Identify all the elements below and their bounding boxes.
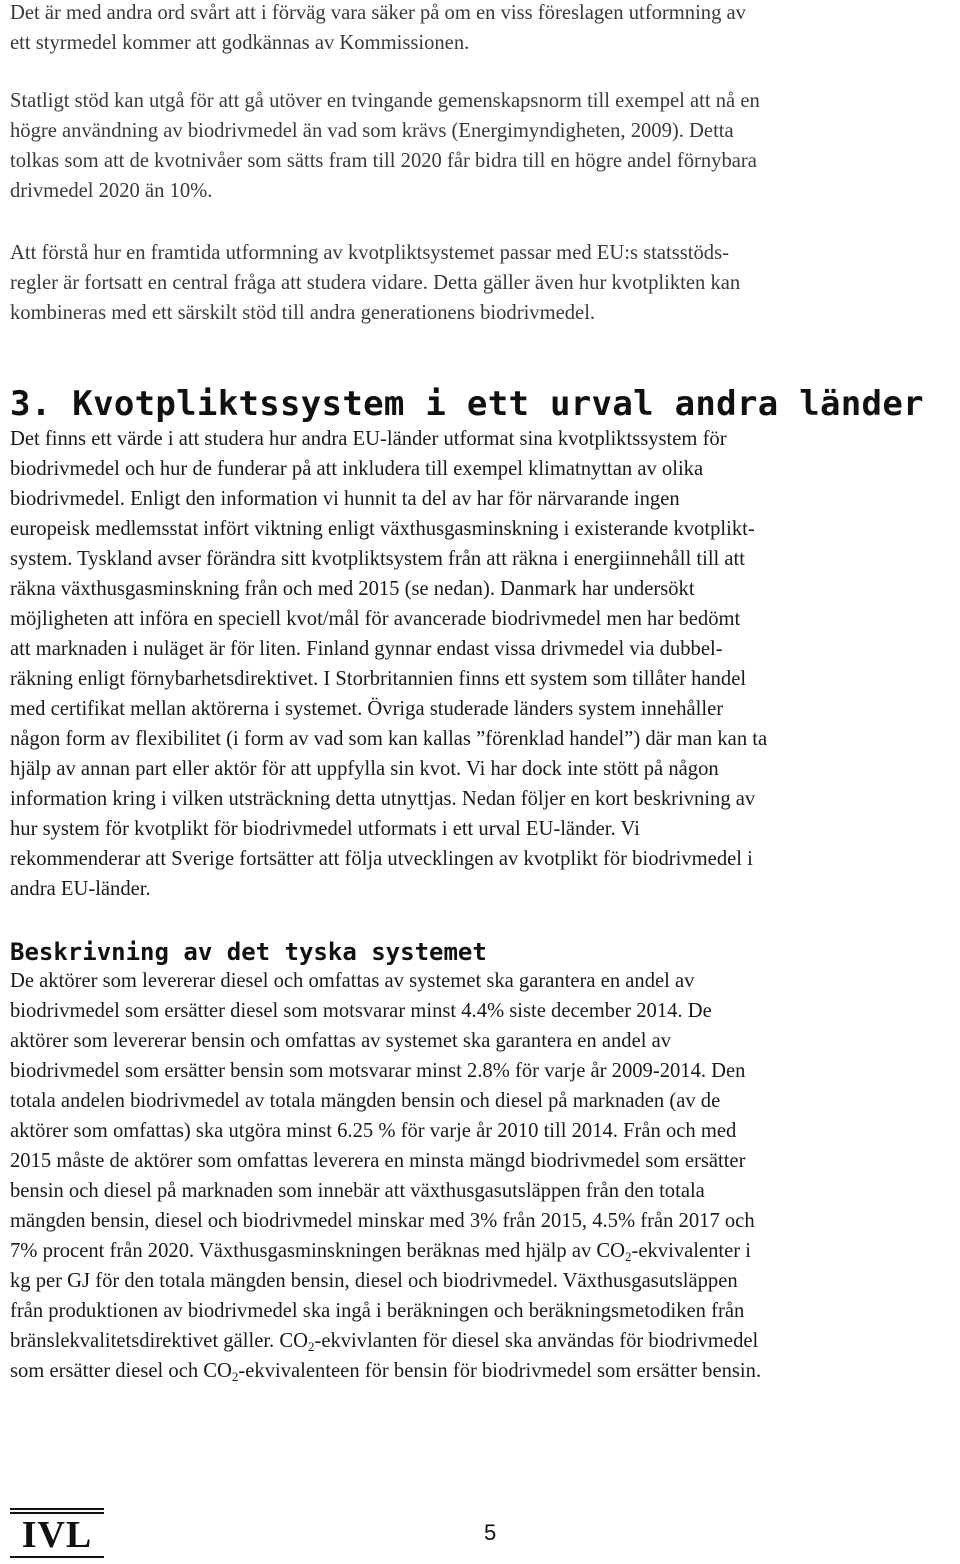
text-line: biodrivmedel som ersätter bensin som motsvarar minst 2.8% för varje år 2009-2014. Den [10,1060,746,1082]
text-line: någon form av flexibilitet (i form av vad som kan kallas ”förenklad handel”) där man kan ta [10,728,768,750]
text-run: bränslekvalitetsdirektivet gäller. CO [10,1330,308,1352]
text-line [10,1356,761,1386]
text-line: information kring i vilken utsträckning detta utnyttjas. Nedan följer en kort beskrivning av [10,788,756,810]
text-line: aktörer som omfattas) ska utgöra minst 6.25 % för varje år 2010 till 2014. Från och med [10,1120,737,1142]
text-line: Statligt stöd kan utgå för att gå utöver en tvingande gemenskapsnorm till exempel att nå en [10,90,760,112]
text-line: kombineras med ett särskilt stöd till andra generationens biodrivmedel. [10,302,596,324]
text-line: biodrivmedel och hur de funderar på att inkludera till exempel klimatnyttan av olika [10,458,704,480]
text-line: ett styrmedel kommer att godkännas av Kommissionen. [10,32,470,54]
text-run: som ersätter diesel och CO [10,1360,232,1382]
text-line: aktörer som levererar bensin och omfattas av systemet ska garantera en andel av [10,1030,672,1052]
text-line: från produktionen av biodrivmedel ska ingå i beräkningen och beräkningsmetodiken från [10,1300,745,1322]
text-line: europeisk medlemsstat infört viktning enligt växthusgasminskning i existerande kvotplikt- [10,518,755,540]
text-line: bensin och diesel på marknaden som innebär att växthusgasutsläppen från den totala [10,1180,705,1202]
text-line: 2015 måste de aktörer som omfattas leverera en minsta mängd biodrivmedel som ersätter [10,1150,746,1172]
subscript: 2 [307,1339,315,1354]
paragraph-future-design [10,238,740,328]
text-line: biodrivmedel som ersätter diesel som motsvarar minst 4.4% siste december 2014. De [10,1000,712,1022]
subheading-german-system: Beskrivning av det tyska systemet [10,938,487,966]
paragraph-state-aid [10,86,760,206]
paragraph-other-countries [10,424,767,904]
logo-rule-bottom [10,1556,104,1558]
paragraph-approval-uncertainty [10,0,746,58]
page-footer [0,1508,960,1564]
text-line: med certifikat mellan aktörerna i systemet. Övriga studerade länders system innehåller [10,698,724,720]
text-line: tolkas som att de kvotnivåer som sätts fram till 2020 får bidra till en högre andel förnybara [10,150,757,172]
text-line: hur system för kvotplikt för biodrivmedel utformats i ett urval EU-länder. Vi [10,818,640,840]
logo-rule-top [10,1508,104,1510]
text-line: hjälp av annan part eller aktör för att uppfylla sin kvot. Vi har dock inte stött på någon [10,758,719,780]
text-line: högre användning av biodrivmedel än vad som krävs (Energimyndigheten, 2009). Detta [10,120,734,142]
section-heading-3: 3. Kvotpliktssystem i ett urval andra länder [10,384,924,424]
logo-text: IVL [21,1514,93,1556]
ivl-logo [10,1508,106,1558]
subscript: 2 [231,1369,239,1384]
text-line: Att förstå hur en framtida utformning av kvotpliktsystemet passar med EU:s statsstöds- [10,242,729,264]
text-line: andra EU-länder. [10,878,151,900]
text-line: räkning enligt förnybarhetsdirektivet. I Storbritannien finns ett system som tillåter handel [10,668,747,690]
paragraph-german-system [10,966,761,1386]
text-line: drivmedel 2020 än 10%. [10,180,213,202]
text-run: 7% procent från 2020. Växthusgasminskningen beräknas med hjälp av CO [10,1240,626,1262]
text-line [10,1236,761,1266]
text-line: Det finns ett värde i att studera hur andra EU-länder utformat sina kvotpliktssystem för [10,428,727,450]
text-line: att marknaden i nuläget är för liten. Finland gynnar endast vissa drivmedel via dubbel- [10,638,723,660]
subscript: 2 [625,1249,632,1264]
text-line: mängden bensin, diesel och biodrivmedel minskar med 3% från 2015, 4.5% från 2017 och [10,1210,755,1232]
text-line [10,1326,761,1356]
text-line: rekommenderar att Sverige fortsätter att följa utvecklingen av kvotplikt för biodrivmedel i [10,848,753,870]
text-run: -ekvivalenteen för bensin för biodrivmedel som ersätter bensin. [238,1360,762,1382]
text-run: -ekvivlanten för diesel ska användas för biodrivmedel [314,1330,759,1352]
text-line: möjligheten att införa en speciell kvot/mål för avancerade biodrivmedel men har bedömt [10,608,741,630]
page-number: 5 [484,1520,497,1545]
text-line: regler är fortsatt en central fråga att studera vidare. Detta gäller även hur kvotplikten kan [10,272,741,294]
text-line: Det är med andra ord svårt att i förväg vara säker på om en viss föreslagen utformning av [10,2,746,24]
text-line: kg per GJ för den totala mängden bensin, diesel och biodrivmedel. Växthusgasutsläppen [10,1270,738,1292]
text-run: -ekvivalenter i [631,1240,752,1262]
text-line: totala andelen biodrivmedel av totala mängden bensin och diesel på marknaden (av de [10,1090,721,1112]
text-line: De aktörer som levererar diesel och omfattas av systemet ska garantera en andel av [10,970,695,992]
text-line: biodrivmedel. Enligt den information vi hunnit ta del av har för närvarande ingen [10,488,680,510]
text-line: räkna växthusgasminskning från och med 2015 (se nedan). Danmark har undersökt [10,578,695,600]
text-line: system. Tyskland avser förändra sitt kvotpliktsystem från att räkna i energiinnehåll till att [10,548,745,570]
